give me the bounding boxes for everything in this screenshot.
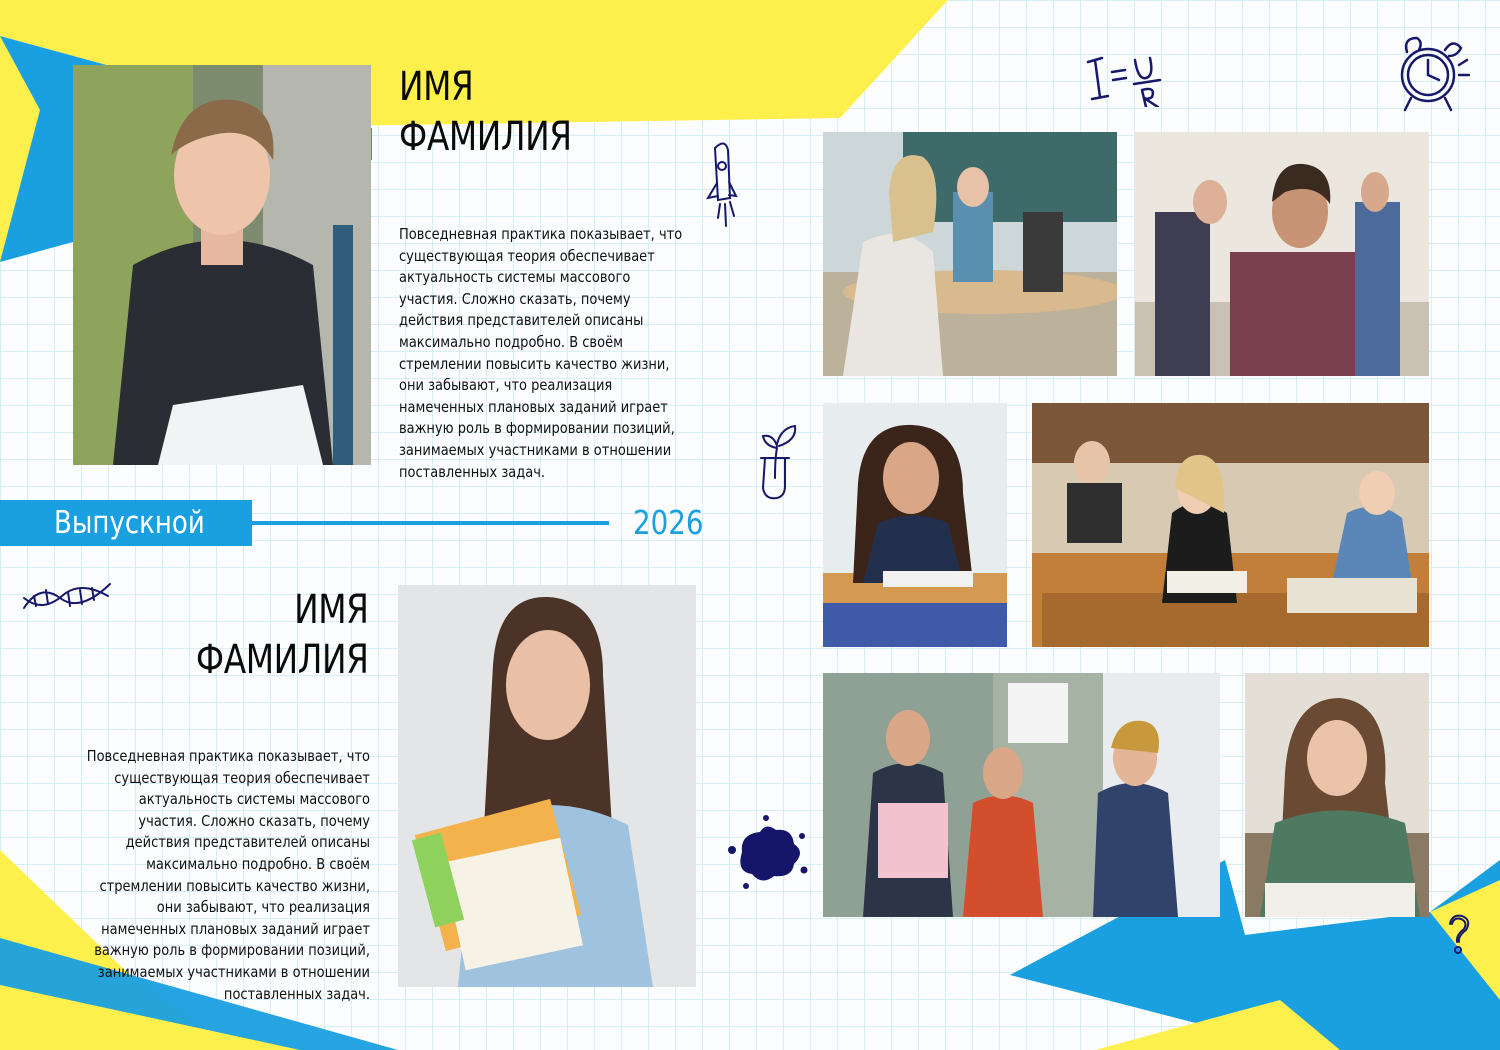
gallery-photo-2 <box>1135 132 1429 376</box>
dna-doodle <box>20 578 115 616</box>
gallery-photo-3 <box>823 403 1007 647</box>
classroom-girls-photo <box>823 132 1117 376</box>
rocket-doodle <box>700 138 745 233</box>
girl-at-desk-photo <box>823 403 1007 647</box>
formula-doodle <box>1080 52 1175 107</box>
student2-last-name: ФАМИЛИЯ <box>196 637 369 683</box>
dna-helix-icon <box>20 578 115 616</box>
rocket-icon <box>700 138 745 233</box>
gallery-photo-5 <box>823 673 1220 917</box>
graduation-year: 2026 <box>633 503 704 542</box>
student2-photo <box>398 585 696 987</box>
plant-tube-doodle <box>755 418 805 503</box>
student1-bio: Повседневная практика показывает, что существующая теория обеспечивает актуальность системы массового участия. Сложно сказать, почему действия представителей описаны максимально подробно. В своём стремлении повысить качество жизни, они забывают, что реализация намеченных плановых заданий играет важную роль в формировании позиций, занимаемых участниками в отношении поставленных задач. <box>399 225 683 481</box>
gallery-photo-6 <box>1245 673 1429 917</box>
banner-divider <box>252 521 609 525</box>
gallery-photo-1 <box>823 132 1117 376</box>
question-doodle <box>1444 912 1474 956</box>
student2-first-name: ИМЯ <box>294 587 369 633</box>
graduation-banner <box>0 500 252 546</box>
alarm-clock-doodle <box>1395 20 1470 115</box>
students-group-photo <box>1135 132 1429 376</box>
plant-test-tube-icon <box>755 418 805 503</box>
ink-blot-doodle <box>722 812 812 892</box>
portrait-boy-icon <box>73 65 371 465</box>
portrait-girl-icon <box>398 585 696 987</box>
graduation-label: Выпускной <box>54 505 205 541</box>
formula-icon <box>1080 52 1175 107</box>
smiling-girl-photo <box>1245 673 1429 917</box>
ink-blot-icon <box>722 812 812 892</box>
student2-bio: Повседневная практика показывает, что существующая теория обеспечивает актуальность системы массового участия. Сложно сказать, почему действия представителей описаны максимально подробно. В своём стремлении повысить качество жизни, они забывают, что реализация намеченных плановых заданий играет важную роль в формировании позиций, занимаемых участниками в отношении поставленных задач. <box>86 747 371 1003</box>
student1-first-name: ИМЯ <box>399 64 474 110</box>
student1-last-name: ФАМИЛИЯ <box>399 114 572 160</box>
hallway-students-photo <box>823 673 1220 917</box>
student2-name <box>196 585 369 685</box>
student1-photo <box>73 65 371 465</box>
gallery-photo-4 <box>1032 403 1429 647</box>
alarm-clock-icon <box>1395 20 1470 115</box>
student1-name <box>399 62 572 162</box>
library-students-photo <box>1032 403 1429 647</box>
question-mark-icon <box>1444 912 1474 956</box>
